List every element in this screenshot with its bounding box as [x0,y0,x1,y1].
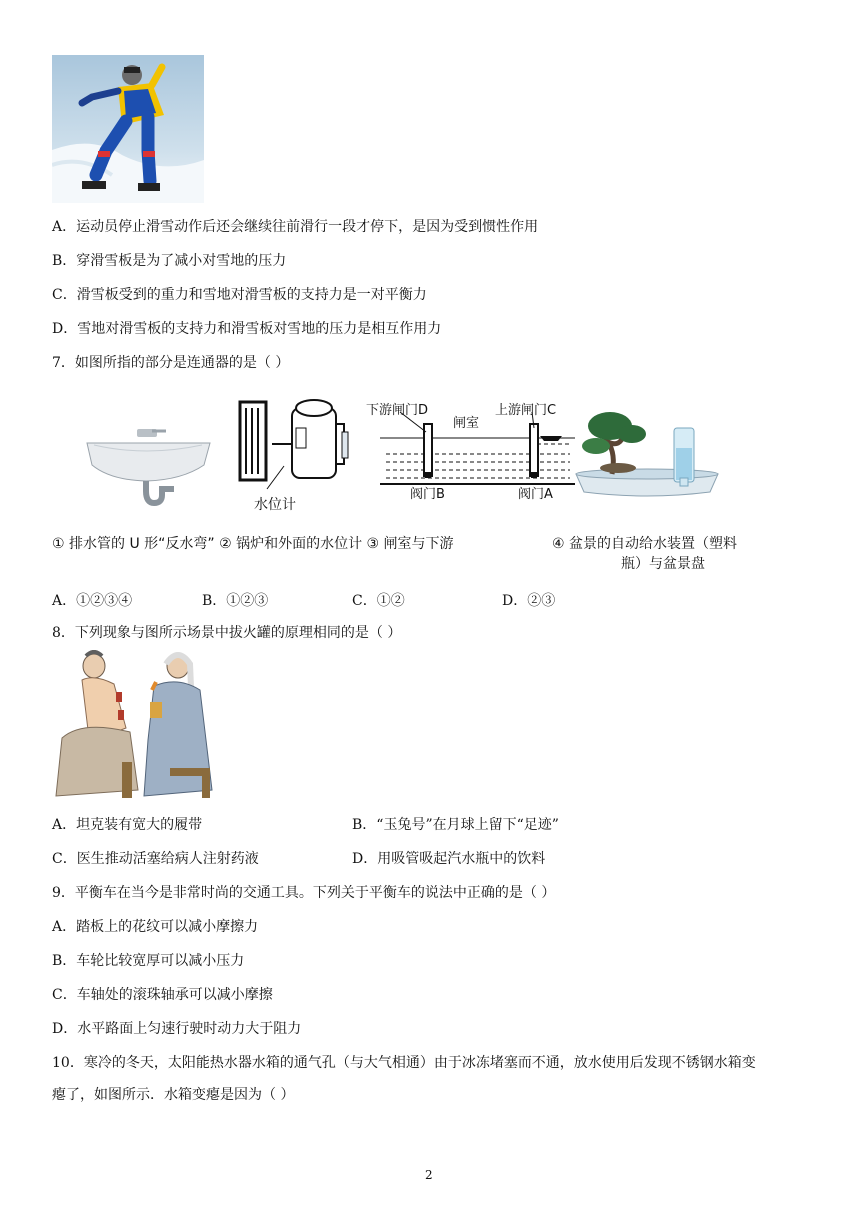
q7-caption-1-3: ① 排水管的 U 形“反水弯” ② 锅炉和外面的水位计 ③ 闸室与下游 [52,536,454,552]
downstream-gate-label: 下游闸门D [366,403,429,418]
q6-option-b: B．穿滑雪板是为了减小对雪地的压力 [52,253,287,269]
chamber-label: 闸室 [453,416,480,431]
valve-a-label: 阀门A [518,487,553,502]
page-number: 2 [425,1168,433,1182]
q6-option-a: A．运动员停止滑雪动作后还会继续往前滑行一段才停下，是因为受到惯性作用 [52,219,539,235]
skier-photo [52,55,204,203]
q8-option-b: B．“玉兔号”在月球上留下“足迹” [352,817,559,833]
q10-stem-line2: 瘪了，如图所示．水箱变瘪是因为（ ） [52,1087,295,1103]
q6-option-c: C．滑雪板受到的重力和雪地对滑雪板的支持力是一对平衡力 [52,287,427,303]
q9-option-d: D．水平路面上匀速行驶时动力大于阻力 [52,1021,302,1037]
sink-figure [82,425,217,520]
q7-caption-4-line1: ④ 盆景的自动给水装置（塑料 [552,536,738,552]
q8-stem: 8．下列现象与图所示场景中拔火罐的原理相同的是（ ） [52,625,402,641]
bonsai-figure [572,404,722,499]
q7-caption-4-line2: 瓶）与盆景盘 [621,556,705,572]
cupping-illustration [52,650,217,802]
q8-option-d: D．用吸管吸起汽水瓶中的饮料 [352,851,546,867]
q9-option-c: C．车轴处的滚珠轴承可以减小摩擦 [52,987,273,1003]
valve-b-label: 阀门B [410,487,445,502]
upstream-gate-label: 上游闸门C [495,403,557,418]
q6-option-d: D．雪地对滑雪板的支持力和滑雪板对雪地的压力是相互作用力 [52,321,442,337]
q10-stem-line1: 10．寒冷的冬天，太阳能热水器水箱的通气孔（与大气相通）由于冰冻堵塞而不通，放水使用后发现不锈钢水箱变 [52,1055,756,1071]
q8-option-c: C．医生推动活塞给病人注射药液 [52,851,259,867]
q7-stem: 7．如图所指的部分是连通器的是（ ） [52,355,290,371]
q7-option-c: C．①② [352,593,405,609]
water-gauge-label: 水位计 [254,497,296,513]
boiler-figure [232,394,362,514]
q9-option-a: A．踏板上的花纹可以减小摩擦力 [52,919,259,935]
q7-option-b: B．①②③ [202,593,269,609]
q9-stem: 9．平衡车在当今是非常时尚的交通工具。下列关于平衡车的说法中正确的是（ ） [52,885,556,901]
q9-option-b: B．车轮比较宽厚可以减小压力 [52,953,245,969]
q7-option-d: D．②③ [502,593,556,609]
q8-option-a: A．坦克装有宽大的履带 [52,817,203,833]
q7-option-a: A．①②③④ [52,593,133,609]
